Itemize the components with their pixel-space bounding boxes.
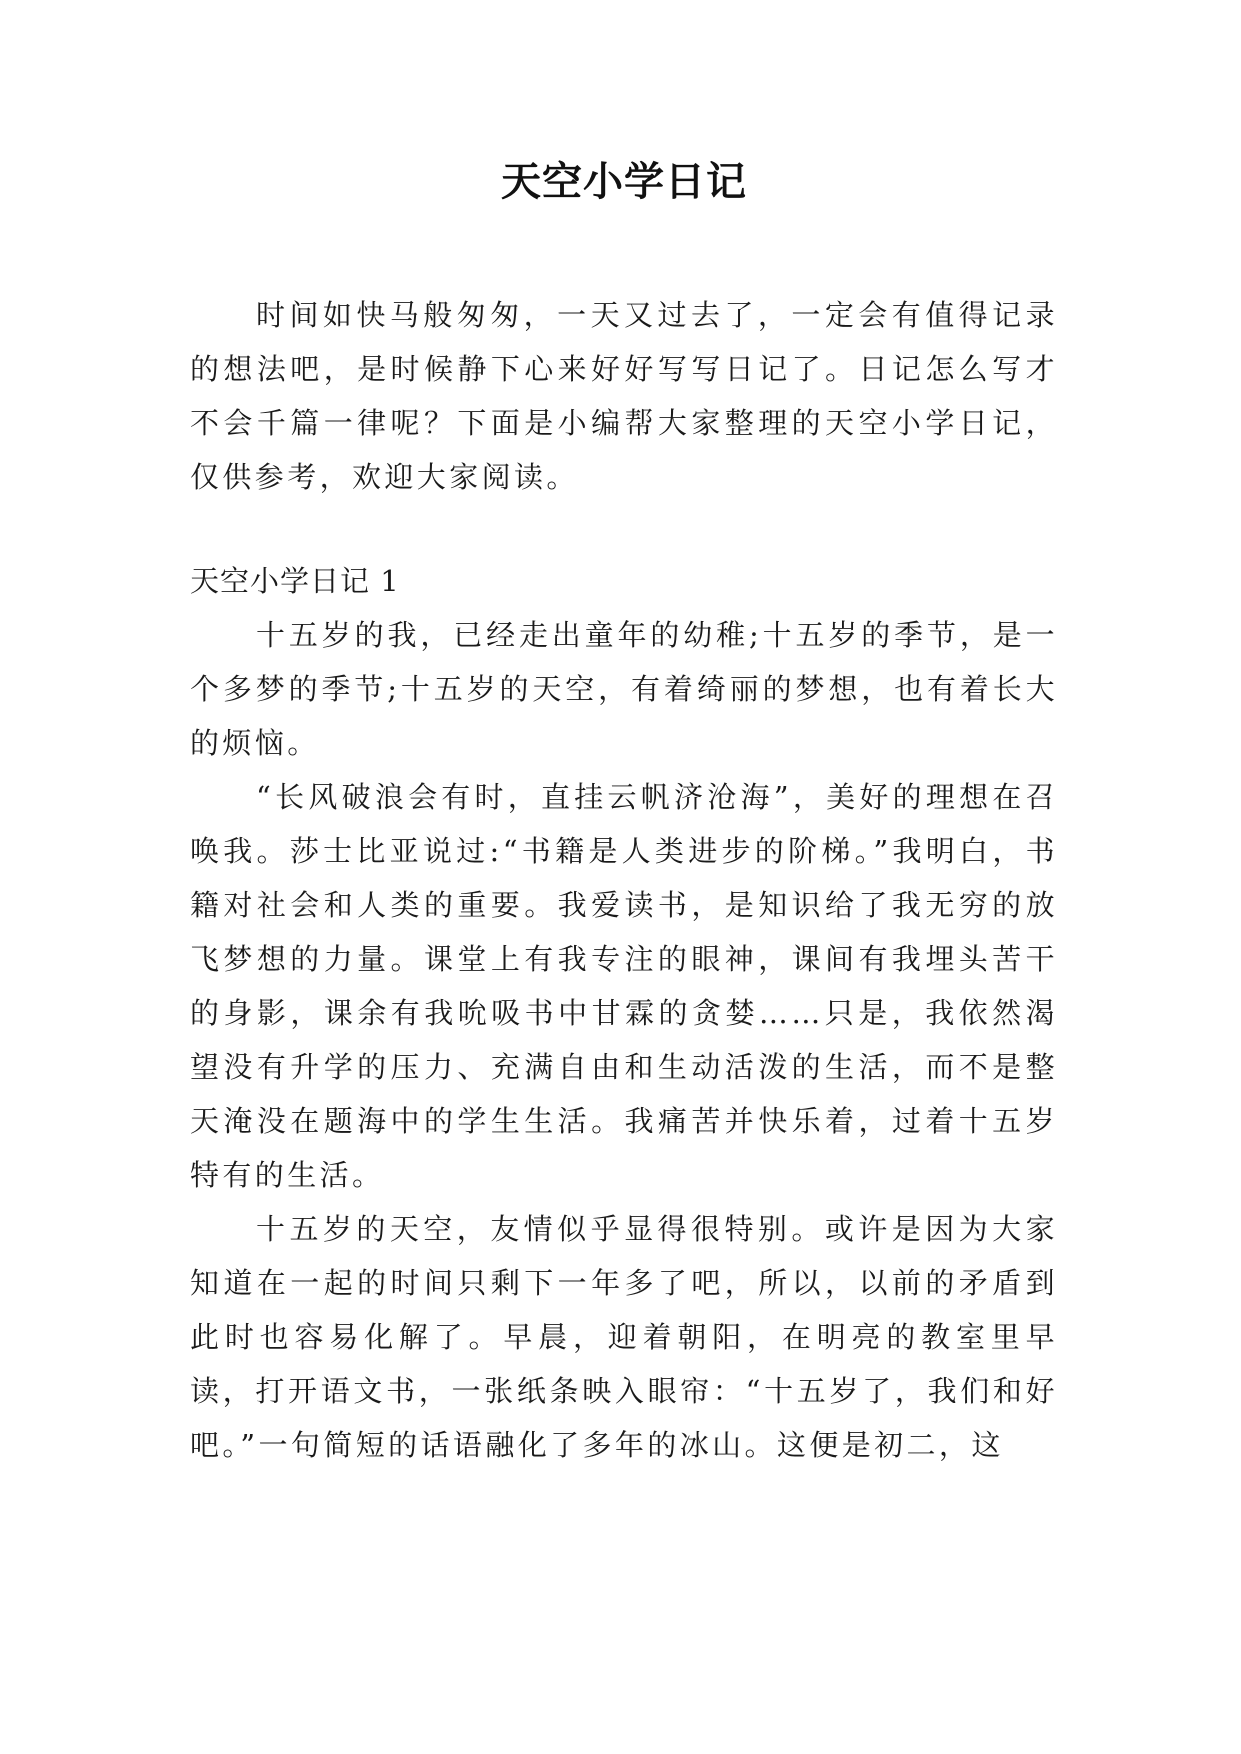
body-paragraph: 十五岁的天空，友情似乎显得很特别。或许是因为大家知道在一起的时间只剩下一年多了吧，所以，以前的矛盾到此时也容易化解了。早晨，迎着朝阳，在明亮的教室里早读，打开语文书，一张纸条映入眼帘：“十五岁了，我们和好吧。”一句简短的话语融化了多年的冰山。这便是初二，这 (190, 1212, 1058, 1462)
intro-paragraph: 时间如快马般匆匆，一天又过去了，一定会有值得记录的想法吧，是时候静下心来好好写写日记了。日记怎么写才不会千篇一律呢？下面是小编帮大家整理的天空小学日记，仅供参考，欢迎大家阅读。 (190, 298, 1058, 494)
document-title: 天空小学日记 (501, 158, 747, 205)
body-paragraph: “长风破浪会有时，直挂云帆济沧海”，美好的理想在召唤我。莎士比亚说过:“书籍是人类进步的阶梯。”我明白，书籍对社会和人类的重要。我爱读书，是知识给了我无穷的放飞梦想的力量。课堂上有我专注的眼神，课间有我埋头苦干的身影，课余有我吮吸书中甘霖的贪婪……只是，我依然渴望没有升学的压力、充满自由和生动活泼的生活，而不是整天淹没在题海中的学生生活。我痛苦并快乐着，过着十五岁特有的生活。 (190, 780, 1058, 1192)
body-paragraph: 十五岁的我，已经走出童年的幼稚;十五岁的季节，是一个多梦的季节;十五岁的天空，有着绮丽的梦想，也有着长大的烦恼。 (190, 618, 1058, 760)
document-body (190, 288, 1058, 1472)
section-heading: 天空小学日记 1 (190, 564, 400, 598)
